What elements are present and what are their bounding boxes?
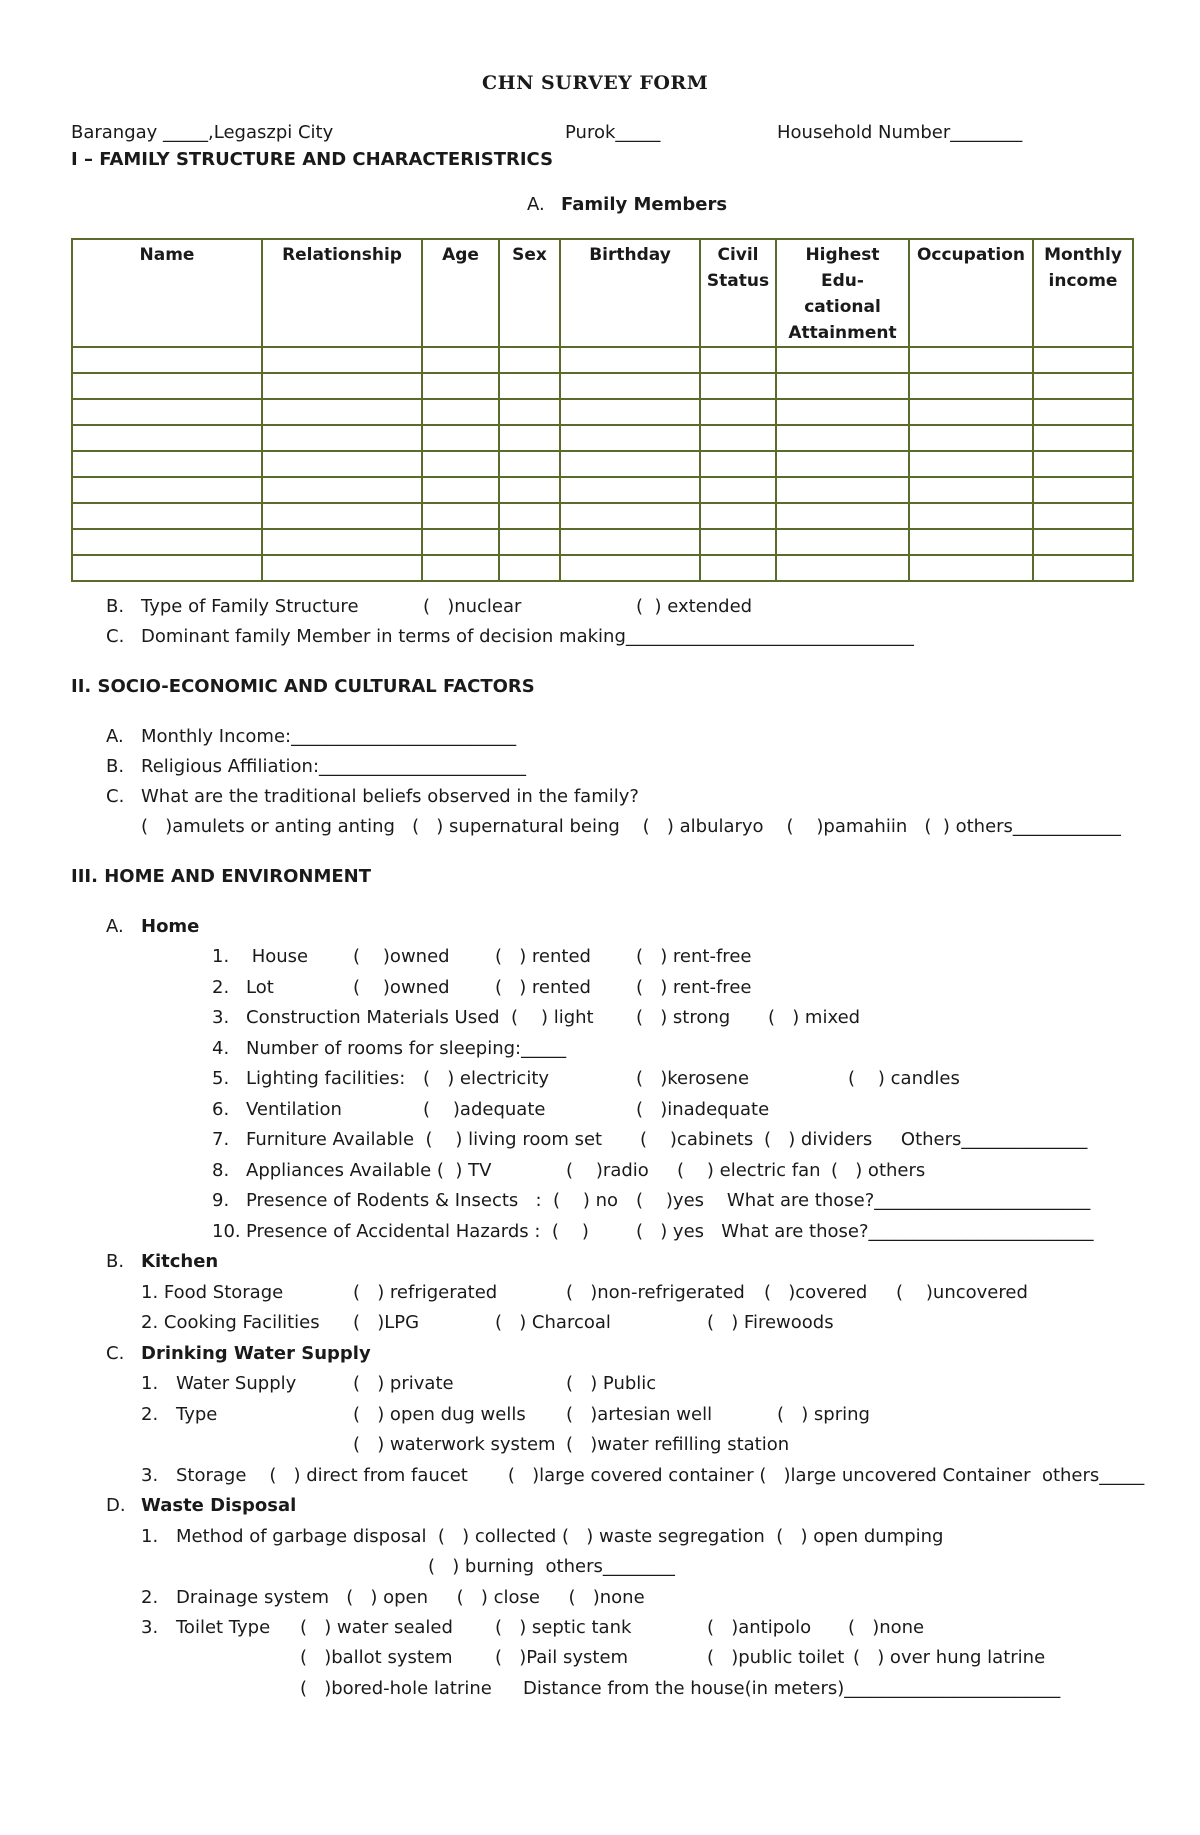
toilet-septic-tank-option[interactable]: ( ) septic tank: [495, 1617, 632, 1638]
hazards-yes-option[interactable]: ( ) yes What are those?_________________________: [636, 1221, 1094, 1242]
furniture-living-room-option[interactable]: Furniture Available ( ) living room set: [246, 1129, 603, 1150]
option-nuclear[interactable]: ( )nuclear: [423, 596, 522, 617]
rodents-no-option[interactable]: Presence of Rodents & Insects : ( ) no: [246, 1190, 619, 1211]
family-members-title: Family Members: [561, 194, 728, 215]
home-item-num: 9.: [212, 1190, 230, 1211]
section-2c-letter: C.: [106, 786, 125, 807]
home-item-num: 2.: [212, 977, 230, 998]
hazards-no-option[interactable]: Presence of Accidental Hazards : ( ): [246, 1221, 589, 1242]
form-title: CHN SURVEY FORM: [482, 72, 709, 94]
drainage-system-options[interactable]: Drainage system ( ) open ( ) close ( )none: [176, 1587, 645, 1608]
table-header-row: [72, 239, 1133, 347]
family-structure-label: Type of Family Structure: [141, 596, 359, 617]
water-open-dug-wells-option[interactable]: ( ) open dug wells: [353, 1404, 526, 1425]
construction-mixed-option[interactable]: ( ) mixed: [768, 1007, 861, 1028]
ventilation-inadequate-option[interactable]: ( )inadequate: [636, 1099, 770, 1120]
purok-field[interactable]: Purok_____: [565, 122, 661, 143]
monthly-income-field[interactable]: Monthly Income:_________________________: [141, 726, 517, 747]
toilet-ballot-system-option[interactable]: ( )ballot system: [300, 1647, 453, 1668]
col-header-birthday: Birthday: [560, 239, 700, 347]
toilet-pail-system-option[interactable]: ( )Pail system: [495, 1647, 629, 1668]
food-uncovered-option[interactable]: ( )uncovered: [896, 1282, 1028, 1303]
appliances-others-option[interactable]: ( ) others: [831, 1160, 926, 1181]
lot-label: Lot: [246, 977, 274, 998]
water-refilling-station-option[interactable]: ( )water refilling station: [566, 1434, 790, 1455]
section-2-heading: II. SOCIO-ECONOMIC AND CULTURAL FACTORS: [71, 676, 535, 697]
toilet-water-sealed-option[interactable]: ( ) water sealed: [300, 1617, 453, 1638]
home-item-num: 3.: [212, 1007, 230, 1028]
kitchen-title: Kitchen: [141, 1251, 219, 1272]
section-1a-letter: A.: [527, 194, 545, 215]
col-header-sex: Sex: [499, 239, 560, 347]
ventilation-label: Ventilation: [246, 1099, 342, 1120]
barangay-field[interactable]: Barangay _____,Legaszpi City: [71, 122, 334, 143]
food-storage-label: 1. Food Storage: [141, 1282, 284, 1303]
home-item-num: 5.: [212, 1068, 230, 1089]
construction-strong-option[interactable]: ( ) strong: [636, 1007, 731, 1028]
cooking-facilities-label: 2. Cooking Facilities: [141, 1312, 320, 1333]
section-2a-letter: A.: [106, 726, 124, 747]
home-item-num: 6.: [212, 1099, 230, 1120]
toilet-overhung-latrine-option[interactable]: ( ) over hung latrine: [853, 1647, 1046, 1668]
water-supply-label: Water Supply: [176, 1373, 297, 1394]
table-row[interactable]: [72, 529, 1133, 555]
appliances-tv-option[interactable]: Appliances Available ( ) TV: [246, 1160, 492, 1181]
waste-letter: D.: [106, 1495, 126, 1516]
construction-materials-light[interactable]: Construction Materials Used ( ) light: [246, 1007, 594, 1028]
section-1b-letter: B.: [106, 596, 125, 617]
table-row[interactable]: [72, 555, 1133, 581]
food-nonrefrigerated-option[interactable]: ( )non-refrigerated: [566, 1282, 745, 1303]
table-row[interactable]: [72, 347, 1133, 373]
section-3-heading: III. HOME AND ENVIRONMENT: [71, 866, 372, 887]
home-item-num: 4.: [212, 1038, 230, 1059]
section-1-heading: I – FAMILY STRUCTURE AND CHARACTERISTRICS: [71, 149, 554, 170]
water-letter: C.: [106, 1343, 125, 1364]
section-1c-letter: C.: [106, 626, 125, 647]
traditional-beliefs-question: What are the traditional beliefs observed in the family?: [141, 786, 639, 807]
water-private-option[interactable]: ( ) private: [353, 1373, 454, 1394]
rodents-yes-option[interactable]: ( )yes What are those?________________________: [636, 1190, 1091, 1211]
rooms-for-sleeping-field[interactable]: Number of rooms for sleeping:_____: [246, 1038, 567, 1059]
toilet-public-toilet-option[interactable]: ( )public toilet: [707, 1647, 845, 1668]
water-storage-options[interactable]: Storage ( ) direct from faucet ( )large covered container ( )large uncovered Container others_____: [176, 1465, 1145, 1486]
kitchen-letter: B.: [106, 1251, 125, 1272]
water-item-num: 1.: [141, 1373, 159, 1394]
table-row[interactable]: [72, 373, 1133, 399]
table-row[interactable]: [72, 503, 1133, 529]
water-public-option[interactable]: ( ) Public: [566, 1373, 657, 1394]
food-refrigerated-option[interactable]: ( ) refrigerated: [353, 1282, 498, 1303]
furniture-dividers-others[interactable]: ( ) dividers Others______________: [764, 1129, 1088, 1150]
toilet-none-option[interactable]: ( )none: [848, 1617, 925, 1638]
table-row[interactable]: [72, 477, 1133, 503]
household-number-field[interactable]: Household Number________: [777, 122, 1023, 143]
section-2b-letter: B.: [106, 756, 125, 777]
water-item-num: 3.: [141, 1465, 159, 1486]
lot-rentfree-option[interactable]: ( ) rent-free: [636, 977, 752, 998]
cooking-charcoal-option[interactable]: ( ) Charcoal: [495, 1312, 611, 1333]
appliances-radio-option[interactable]: ( )radio: [566, 1160, 649, 1181]
toilet-bored-hole-option[interactable]: ( )bored-hole latrine: [300, 1678, 492, 1699]
waste-title: Waste Disposal: [141, 1495, 297, 1516]
water-type-label: Type: [176, 1404, 218, 1425]
option-extended[interactable]: ( ) extended: [636, 596, 753, 617]
waste-item-num: 3.: [141, 1617, 159, 1638]
water-artesian-well-option[interactable]: ( )artesian well: [566, 1404, 713, 1425]
garbage-disposal-options[interactable]: Method of garbage disposal ( ) collected ( ) waste segregation ( ) open dumping: [176, 1526, 944, 1547]
ventilation-adequate-option[interactable]: ( )adequate: [423, 1099, 546, 1120]
distance-from-house-field[interactable]: Distance from the house(in meters)________________________: [523, 1678, 1061, 1699]
cooking-lpg-option[interactable]: ( )LPG: [353, 1312, 420, 1333]
col-header-occupation: Occupation: [909, 239, 1033, 347]
col-header-education: Highest Edu- cational Attainment: [776, 239, 909, 347]
lighting-electricity-option[interactable]: ( ) electricity: [423, 1068, 550, 1089]
appliances-electric-fan-option[interactable]: ( ) electric fan: [677, 1160, 821, 1181]
col-header-age: Age: [422, 239, 499, 347]
table-row[interactable]: [72, 425, 1133, 451]
furniture-cabinets-option[interactable]: ( )cabinets: [640, 1129, 754, 1150]
col-header-name: Name: [72, 239, 262, 347]
home-letter: A.: [106, 916, 124, 937]
home-item-num: 1.: [212, 946, 230, 967]
lighting-candles-option[interactable]: ( ) candles: [848, 1068, 960, 1089]
traditional-beliefs-options[interactable]: ( )amulets or anting anting ( ) supernatural being ( ) albularyo ( )pamahiin ( ) others____________: [141, 816, 1121, 837]
house-rented-option[interactable]: ( ) rented: [495, 946, 591, 967]
water-title: Drinking Water Supply: [141, 1343, 371, 1364]
family-members-table: [71, 238, 1134, 582]
house-owned-option[interactable]: ( )owned: [353, 946, 450, 967]
table-row[interactable]: [72, 399, 1133, 425]
cooking-firewoods-option[interactable]: ( ) Firewoods: [707, 1312, 834, 1333]
toilet-type-label: Toilet Type: [176, 1617, 271, 1638]
waste-item-num: 2.: [141, 1587, 159, 1608]
water-spring-option[interactable]: ( ) spring: [777, 1404, 870, 1425]
water-waterwork-option[interactable]: ( ) waterwork system: [353, 1434, 556, 1455]
waste-item-num: 1.: [141, 1526, 159, 1547]
house-label: House: [246, 946, 309, 967]
dominant-member-field[interactable]: Dominant family Member in terms of decision making________________________________: [141, 626, 914, 647]
home-item-num: 8.: [212, 1160, 230, 1181]
religious-affiliation-field[interactable]: Religious Affiliation:_______________________: [141, 756, 527, 777]
col-header-relationship: Relationship: [262, 239, 422, 347]
water-item-num: 2.: [141, 1404, 159, 1425]
home-item-num: 7.: [212, 1129, 230, 1150]
home-item-num: 10.: [212, 1221, 241, 1242]
lighting-kerosene-option[interactable]: ( )kerosene: [636, 1068, 750, 1089]
house-rentfree-option[interactable]: ( ) rent-free: [636, 946, 752, 967]
col-header-monthly-income: Monthly income: [1033, 239, 1133, 347]
home-title: Home: [141, 916, 200, 937]
lot-owned-option[interactable]: ( )owned: [353, 977, 450, 998]
garbage-burning-others-option[interactable]: ( ) burning others________: [428, 1556, 675, 1577]
toilet-antipolo-option[interactable]: ( )antipolo: [707, 1617, 812, 1638]
table-row[interactable]: [72, 451, 1133, 477]
lot-rented-option[interactable]: ( ) rented: [495, 977, 591, 998]
food-covered-option[interactable]: ( )covered: [764, 1282, 868, 1303]
col-header-civil-status: Civil Status: [700, 239, 776, 347]
lighting-label: Lighting facilities:: [246, 1068, 406, 1089]
